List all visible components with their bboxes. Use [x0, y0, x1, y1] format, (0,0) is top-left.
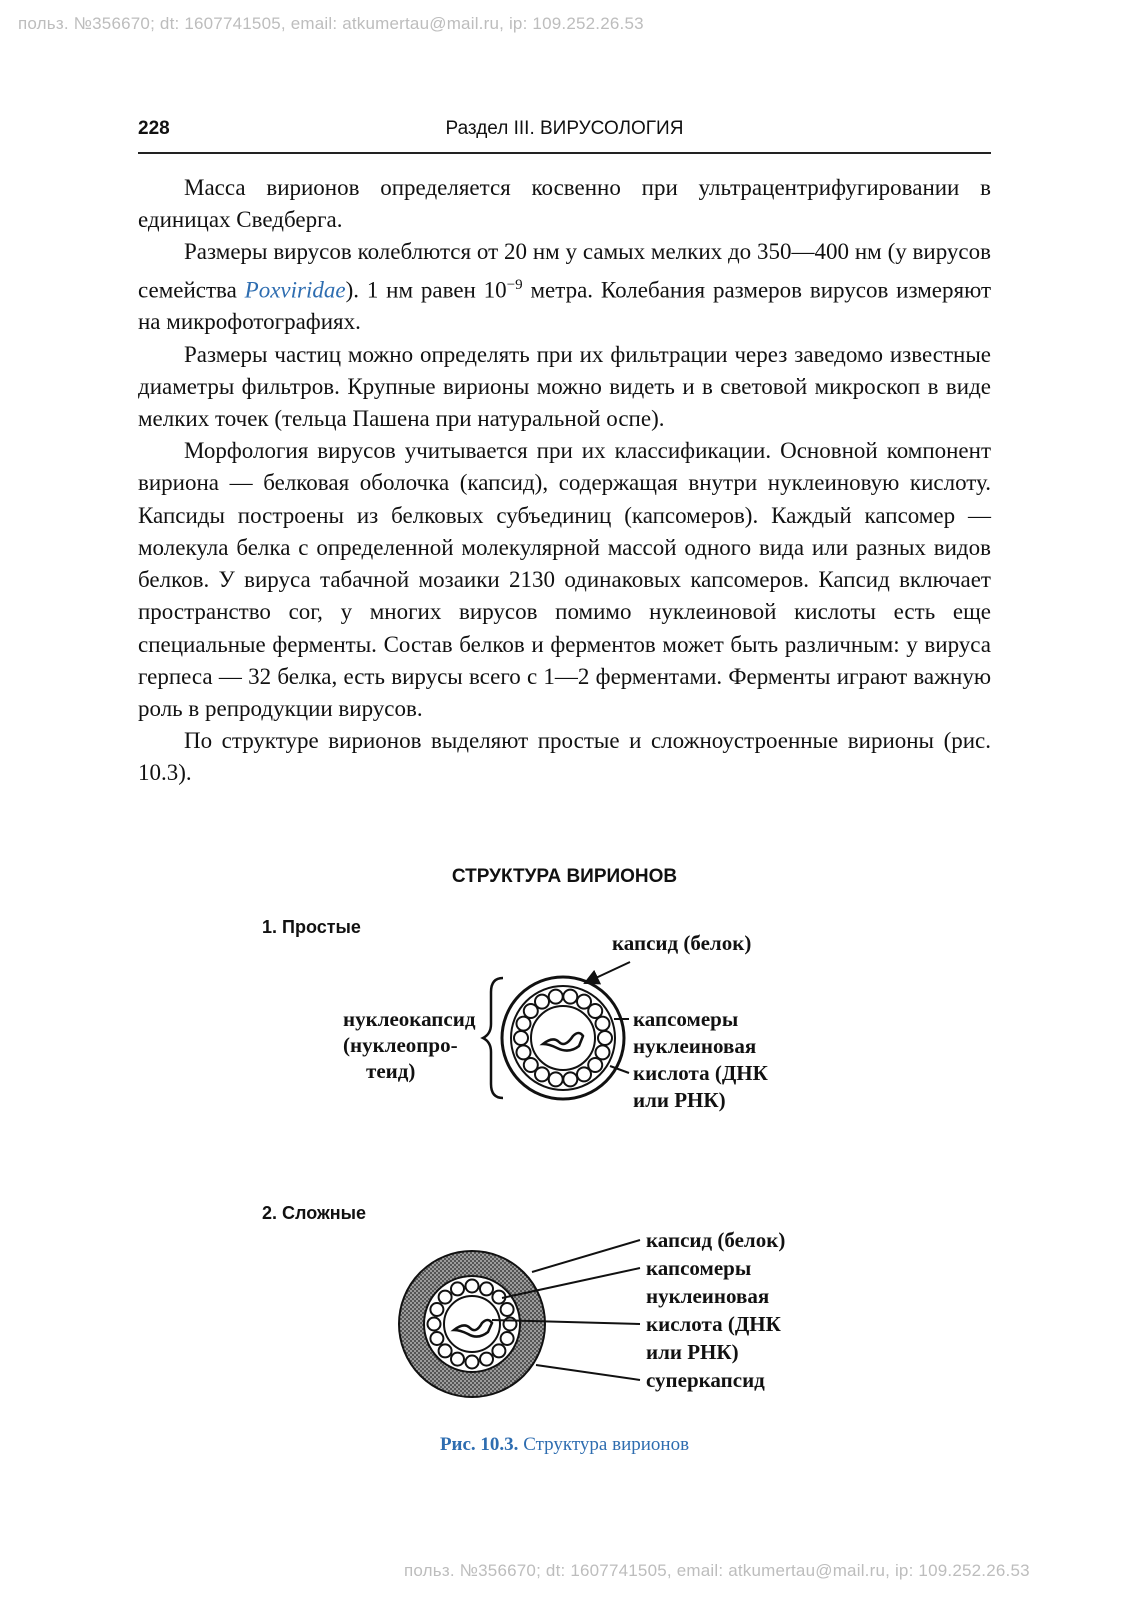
- capsomer: [535, 995, 549, 1009]
- capsomer: [480, 1282, 493, 1295]
- running-title: Раздел III. ВИРУСОЛОГИЯ: [445, 118, 684, 139]
- complex-nucleic-acid: [454, 1320, 492, 1337]
- simple-capsid-label: капсид (белок): [612, 931, 752, 955]
- capsomer: [524, 1004, 538, 1018]
- page-number: 228: [138, 118, 170, 139]
- nucleocapsid-label-2: (нуклеопро-: [343, 1033, 458, 1057]
- capsomer: [598, 1031, 612, 1045]
- capsomer: [577, 1067, 591, 1081]
- complex-capsomers: [428, 1280, 517, 1369]
- nucleocapsid-label-3: теид): [366, 1059, 416, 1083]
- watermark-top: польз. №356670; dt: 1607741505, email: atkumertau@mail.ru, ip: 109.252.26.53: [18, 14, 644, 33]
- paragraph-5: По структуре вирионов выделяют простые и сложноустроенные вирионы (рис. 10.3).: [138, 728, 991, 786]
- complex-capsid-pointer: [532, 1240, 640, 1272]
- simple-nucleic-label-3: или РНК): [633, 1088, 726, 1112]
- capsomer: [492, 1344, 505, 1357]
- capsomer: [577, 995, 591, 1009]
- capsomer: [596, 1045, 610, 1059]
- capsomer: [549, 990, 563, 1004]
- capsomer: [549, 1072, 563, 1086]
- simple-inner-ring: [531, 1006, 595, 1070]
- paragraph-2: [138, 236, 991, 338]
- simple-capsid-pointer: [585, 962, 630, 983]
- supercapsid-label: суперкапсид: [646, 1368, 765, 1392]
- capsomer: [588, 1004, 602, 1018]
- complex-nucleic-label-3: или РНК): [646, 1340, 739, 1364]
- capsomer: [439, 1344, 452, 1357]
- caption-number: Рис. 10.3.: [439, 1434, 519, 1455]
- paragraph-2-text-c: метра. Колебания размеров вирусов измеряют на микрофотографиях.: [138, 277, 992, 335]
- figure-title: СТРУКТУРА ВИРИОНОВ: [451, 866, 678, 887]
- capsomer: [514, 1031, 528, 1045]
- nucleocapsid-label-1: нуклеокапсид: [343, 1007, 476, 1031]
- complex-nucleic-pointer: [492, 1320, 640, 1324]
- complex-capsid-ring: [424, 1276, 520, 1372]
- watermark-bottom: польз. №356670; dt: 1607741505, email: atkumertau@mail.ru, ip: 109.252.26.53: [404, 1561, 1030, 1580]
- taxon-name: Poxviridae: [244, 277, 346, 303]
- complex-nucleic-label-1: нуклеиновая: [646, 1284, 770, 1308]
- capsomer: [588, 1058, 602, 1072]
- complex-virion: [399, 1240, 640, 1397]
- paragraph-2-text-a: Размеры вирусов колеблются от 20 нм у самых мелких до 350—400 нм (у вирусов семейства: [138, 239, 991, 303]
- capsomer: [501, 1332, 514, 1345]
- capsomer: [480, 1353, 493, 1366]
- nucleocapsid-brace: [483, 978, 503, 1098]
- capsomer: [451, 1282, 464, 1295]
- capsomer: [439, 1291, 452, 1304]
- simple-virion: [483, 962, 630, 1099]
- paragraph-2-text-b: ). 1 нм равен 10: [345, 277, 507, 303]
- supercapsid-envelope: [399, 1251, 545, 1397]
- capsomer: [563, 1072, 577, 1086]
- simple-capsomers: [514, 990, 612, 1087]
- capsomer: [517, 1017, 531, 1031]
- capsomer: [430, 1303, 443, 1316]
- complex-inner-ring: [444, 1296, 500, 1352]
- complex-capsid-label: капсид (белок): [646, 1228, 786, 1252]
- capsomer: [430, 1332, 443, 1345]
- complex-virion-label: 2. Сложные: [262, 1203, 366, 1223]
- capsomer: [596, 1017, 610, 1031]
- complex-capsomer-pointer: [502, 1268, 640, 1298]
- capsomer: [501, 1303, 514, 1316]
- capsomer: [535, 1067, 549, 1081]
- simple-capsomer-label: капсомеры: [633, 1007, 739, 1031]
- exponent: −9: [506, 276, 523, 293]
- simple-virion-label: 1. Простые: [262, 917, 361, 937]
- capsomer: [451, 1353, 464, 1366]
- simple-nucleic-pointer: [610, 1066, 629, 1073]
- capsomer: [504, 1318, 517, 1331]
- caption-text: Структура вирионов: [518, 1434, 690, 1455]
- simple-capsid-ring: [511, 986, 615, 1090]
- page-header: [138, 114, 991, 154]
- paragraph-1: Масса вирионов определяется косвенно при ультрацентрифугировании в единицах Сведберга.: [138, 175, 991, 233]
- capsomer: [517, 1045, 531, 1059]
- simple-outer-ring: [502, 977, 624, 1099]
- capsomer: [492, 1291, 505, 1304]
- capsomer: [466, 1356, 479, 1369]
- complex-capsomer-label: капсомеры: [646, 1256, 752, 1280]
- supercapsid-pointer: [536, 1365, 640, 1380]
- body-text: [138, 172, 991, 790]
- simple-nucleic-label-2: кислота (ДНК: [633, 1061, 768, 1085]
- capsomer: [563, 990, 577, 1004]
- paragraph-4: Морфология вирусов учитывается при их классификации. Основной компонент вириона — белковая оболочка (капсид), содержащая внутри нуклеиновую кислоту. Капсиды построены из белковых субъединиц (капсомеров). Каждый капсомер — молекула белка с определенной молекулярной массой одного вида или разных видов белков. У вируса табачной мозаики 2130 одинаковых капсомеров. Капсид включает пространство сог, у многих вирусов помимо нуклеиновой кислоты есть еще специальные ферменты. Состав белков и ферментов может быть различным: у вируса герпеса — 32 белка, есть вирусы всего с 1—2 ферментами. Ферменты играют важную роль в репродукции вирусов.: [138, 438, 991, 721]
- capsomer: [466, 1280, 479, 1293]
- complex-nucleic-label-2: кислота (ДНК: [646, 1312, 781, 1336]
- paragraph-3: Размеры частиц можно определять при их фильтрации через заведомо известные диаметры фильтров. Крупные вирионы можно видеть и в световой микроскоп в виде мелких точек (тельца Пашена при натуральной оспе).: [138, 341, 991, 432]
- simple-nucleic-label-1: нуклеиновая: [633, 1034, 757, 1058]
- capsomer: [428, 1318, 441, 1331]
- capsomer: [524, 1058, 538, 1072]
- simple-nucleic-acid: [543, 1033, 583, 1051]
- figure-caption: [138, 1434, 991, 1456]
